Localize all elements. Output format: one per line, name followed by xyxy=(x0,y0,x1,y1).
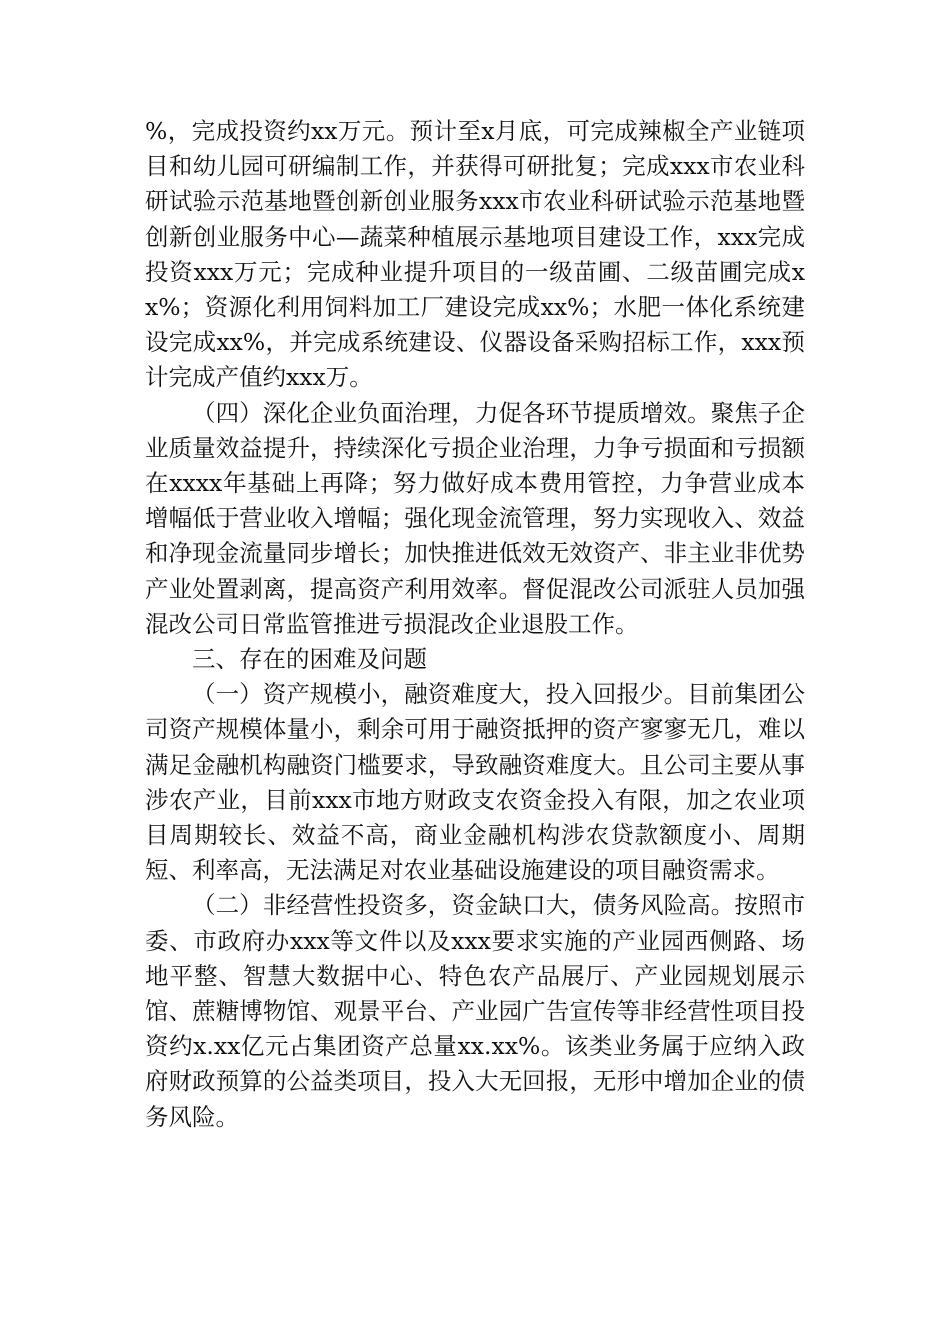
paragraph-section-four: （四）深化企业负面治理，力促各环节提质增效。聚焦子企业质量效益提升，持续深化亏损企业治理，力争亏损面和亏损额在xxxx年基础上再降；努力做好成本费用管控，力争营业成本增幅低于营业收入增幅；强化现金流管理，努力实现收入、效益和净现金流量同步增长；加快推进低效无效资产、非主业非优势产业处置剥离，提高资产利用效率。督促混改公司派驻人员加强混改公司日常监管推进亏损混改企业退股工作。 xyxy=(145,398,805,638)
document-body xyxy=(145,114,805,1135)
paragraph-project-progress: %，完成投资约xx万元。预计至x月底，可完成辣椒全产业链项目和幼儿园可研编制工作，并获得可研批复；完成xxx市农业科研试验示范基地暨创新创业服务xxx市农业科研试验示范基地暨创新创业服务中心—蔬菜种植展示基地项目建设工作，xxx完成投资xxx万元；完成种业提升项目的一级苗圃、二级苗圃完成xx%；资源化利用饲料加工厂建设完成xx%；水肥一体化系统建设完成xx%，并完成系统建设、仪器设备采购招标工作，xxx预计完成产值约xxx万。 xyxy=(145,117,805,392)
paragraph-issue-one: （一）资产规模小，融资难度大，投入回报少。目前集团公司资产规模体量小，剩余可用于融资抵押的资产寥寥无几，难以满足金融机构融资门槛要求，导致融资难度大。且公司主要从事涉农产业，目前xxx市地方财政支农资金投入有限，加之农业项目周期较长、效益不高，商业金融机构涉农贷款额度小、周期短、利率高，无法满足对农业基础设施建设的项目融资需求。 xyxy=(145,680,805,885)
paragraph-issue-two: （二）非经营性投资多，资金缺口大，债务风险高。按照市委、市政府办xxx等文件以及xxx要求实施的产业园西侧路、场地平整、智慧大数据中心、特色农产品展厅、产业园规划展示馆、蔗糖博物馆、观景平台、产业园广告宣传等非经营性项目投资约x.xx亿元占集团资产总量xx.xx%。该类业务属于应纳入政府财政预算的公益类项目，投入大无回报，无形中增加企业的债务风险。 xyxy=(145,891,805,1131)
section-heading-difficulties: 三、存在的困难及问题 xyxy=(192,645,427,674)
